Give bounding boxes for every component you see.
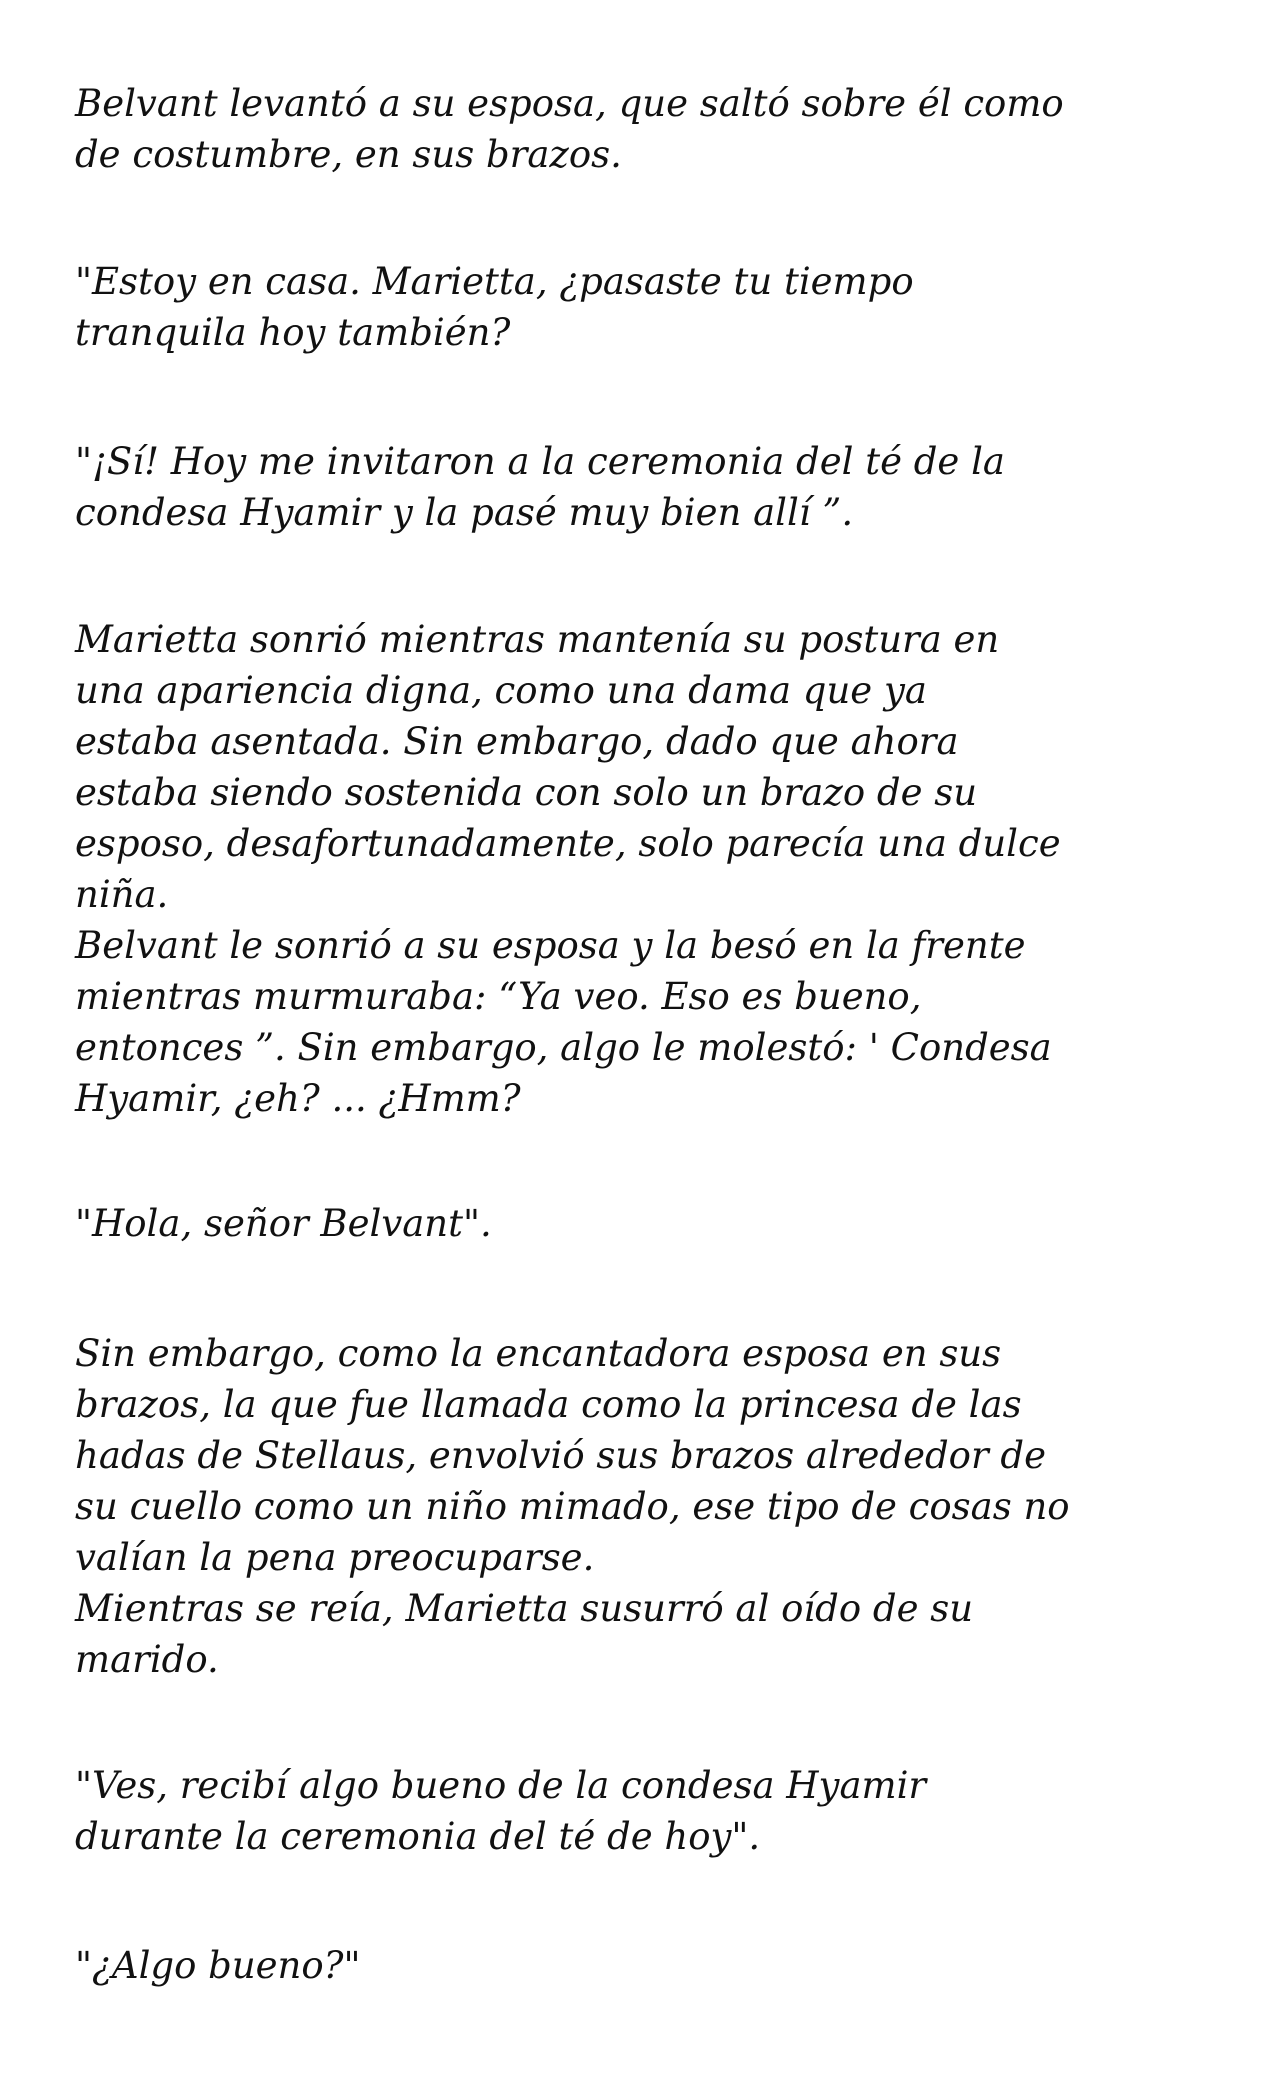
- text-line: su cuello como un niño mimado, ese tipo de cosas no: [75, 1485, 1070, 1528]
- text-line: entonces ”. Sin embargo, algo le molestó: ' Condesa: [75, 1026, 1052, 1069]
- text-line: estaba asentada. Sin embargo, dado que ahora: [75, 720, 959, 763]
- text-line: "Hola, señor Belvant".: [75, 1202, 492, 1245]
- text-line: marido.: [75, 1638, 219, 1681]
- text-line: mientras murmuraba: “Ya veo. Eso es bueno,: [75, 975, 922, 1018]
- text-line: Hyamir, ¿eh? ... ¿Hmm?: [75, 1077, 521, 1120]
- paragraph-8: [75, 1940, 1215, 1991]
- text-line: valían la pena preocuparse.: [75, 1536, 595, 1579]
- text-line: "¿Algo bueno?": [75, 1944, 361, 1987]
- text-line: tranquila hoy también?: [75, 311, 511, 354]
- paragraph-7: [75, 1760, 1215, 1862]
- paragraph-5: [75, 1198, 1215, 1249]
- text-line: esposo, desafortunadamente, solo parecía una dulce: [75, 822, 1061, 865]
- text-line: de costumbre, en sus brazos.: [75, 133, 622, 176]
- text-line: Belvant levantó a su esposa, que saltó sobre él como: [75, 82, 1064, 125]
- text-line: niña.: [75, 873, 169, 916]
- paragraph-2: [75, 256, 1215, 358]
- text-line: condesa Hyamir y la pasé muy bien allí ”.: [75, 491, 854, 534]
- text-line: hadas de Stellaus, envolvió sus brazos alrededor de: [75, 1434, 1046, 1477]
- paragraph-6: [75, 1328, 1215, 1685]
- text-line: estaba siendo sostenida con solo un brazo de su: [75, 771, 978, 814]
- text-line: brazos, la que fue llamada como la princesa de las: [75, 1383, 1022, 1426]
- text-line: "Estoy en casa. Marietta, ¿pasaste tu tiempo: [75, 260, 914, 303]
- text-line: Sin embargo, como la encantadora esposa en sus: [75, 1332, 1002, 1375]
- text-line: "Ves, recibí algo bueno de la condesa Hyamir: [75, 1764, 927, 1807]
- text-line: Mientras se reía, Marietta susurró al oído de su: [75, 1587, 974, 1630]
- paragraph-1: [75, 78, 1215, 180]
- text-line: "¡Sí! Hoy me invitaron a la ceremonia del té de la: [75, 440, 1005, 483]
- text-line: una apariencia digna, como una dama que ya: [75, 669, 927, 712]
- text-line: Marietta sonrió mientras mantenía su postura en: [75, 618, 1000, 661]
- paragraph-4: [75, 614, 1215, 1124]
- paragraph-3: [75, 436, 1215, 538]
- text-line: durante la ceremonia del té de hoy".: [75, 1815, 761, 1858]
- text-line: Belvant le sonrió a su esposa y la besó en la frente: [75, 924, 1026, 967]
